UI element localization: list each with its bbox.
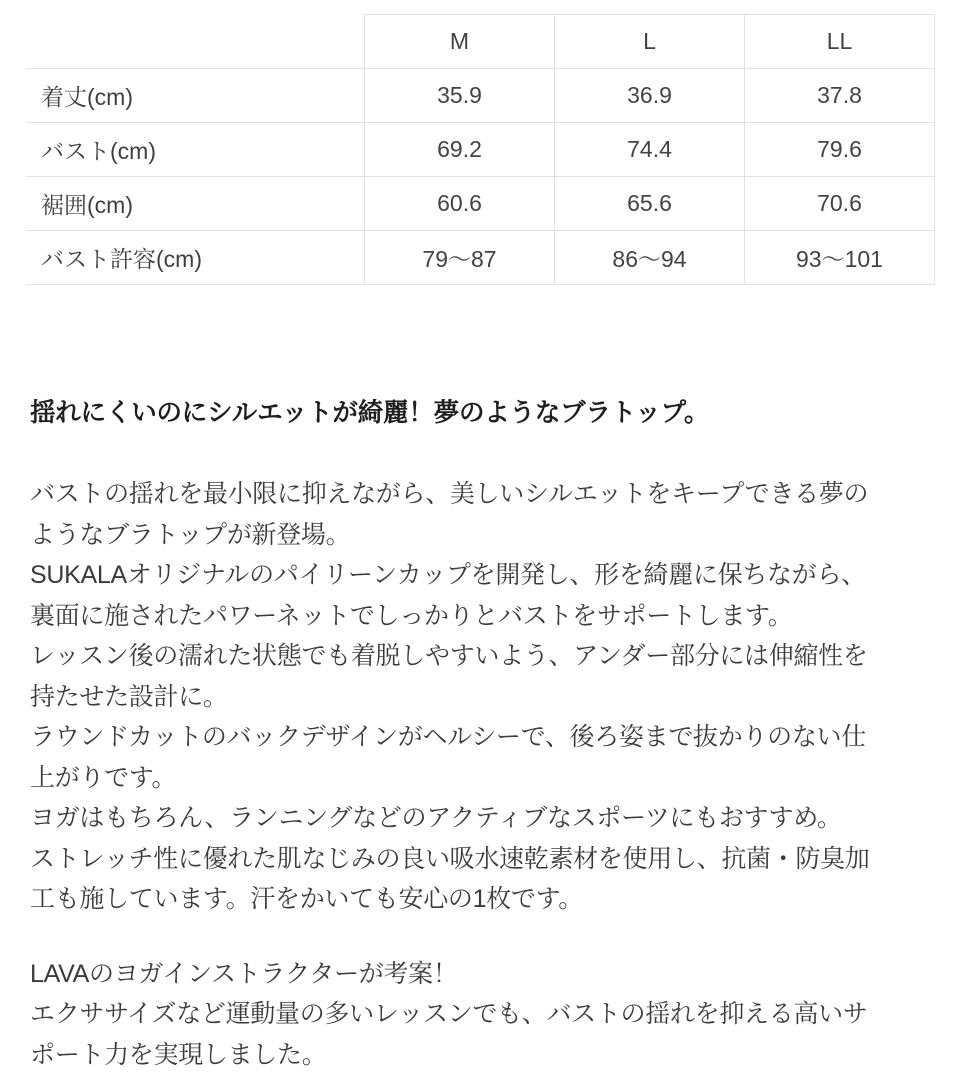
size-chart-body: [27, 69, 935, 285]
description-paragraph-2: [30, 954, 933, 1076]
row-label-hem: 裾囲(cm): [27, 177, 365, 231]
description-line: SUKALAオリジナルのパイリーンカップを開発し、形を綺麗に保ちながら、: [30, 561, 866, 590]
column-header-m: M: [365, 15, 555, 69]
description-line: バストの揺れを最小限に抑えながら、美しいシルエットをキープできる夢の: [30, 480, 869, 509]
description-line: LAVAのヨガインストラクターが考案！: [30, 959, 458, 988]
table-row: [27, 69, 935, 123]
table-row: [27, 231, 935, 285]
row-label-bust-range: バスト許容(cm): [27, 231, 365, 285]
description-line: ようなブラトップが新登場。: [30, 520, 351, 549]
paragraph-spacer: [30, 920, 933, 954]
description-line: ヨガはもちろん、ランニングなどのアクティブなスポーツにもおすすめ。: [30, 804, 842, 833]
size-chart-header: [27, 15, 935, 69]
description-line: エクササイズなど運動量の多いレッスンでも、バストの揺れを抑える高いサ: [30, 1000, 868, 1029]
description-line: 上がりです。: [30, 763, 177, 792]
size-chart-table: [26, 14, 935, 285]
description-line: ラウンドカットのバックデザインがヘルシーで、後ろ姿まで抜かりのない仕: [30, 723, 866, 752]
table-row: [27, 123, 935, 177]
cell-bust-range-ll: 93〜101: [745, 231, 935, 285]
description-line: 工も施しています。汗をかいても安心の1枚です。: [30, 885, 584, 914]
cell-hem-l: 65.6: [555, 177, 745, 231]
table-row: [27, 177, 935, 231]
description-paragraph-1: [30, 474, 933, 920]
cell-hem-ll: 70.6: [745, 177, 935, 231]
description-line: 裏面に施されたパワーネットでしっかりとバストをサポートします。: [30, 601, 793, 630]
table-header-row: [27, 15, 935, 69]
cell-bust-ll: 79.6: [745, 123, 935, 177]
description-line: レッスン後の濡れた状態でも着脱しやすいよう、アンダー部分には伸縮性を: [30, 642, 868, 671]
column-header-ll: LL: [745, 15, 935, 69]
row-label-length: 着丈(cm): [27, 69, 365, 123]
cell-bust-range-l: 86〜94: [555, 231, 745, 285]
description-line: 持たせた設計に。: [30, 682, 228, 711]
cell-bust-range-m: 79〜87: [365, 231, 555, 285]
cell-bust-l: 74.4: [555, 123, 745, 177]
description-line: ストレッチ性に優れた肌なじみの良い吸水速乾素材を使用し、抗菌・防臭加: [30, 844, 870, 873]
cell-bust-m: 69.2: [365, 123, 555, 177]
table-corner-cell: [27, 15, 365, 69]
cell-length-ll: 37.8: [745, 69, 935, 123]
cell-length-l: 36.9: [555, 69, 745, 123]
product-description: [26, 397, 933, 1075]
row-label-bust: バスト(cm): [27, 123, 365, 177]
description-line: ポート力を実現しました。: [30, 1040, 327, 1069]
description-heading: 揺れにくいのにシルエットが綺麗！夢のようなブラトップ。: [30, 399, 710, 427]
cell-length-m: 35.9: [365, 69, 555, 123]
cell-hem-m: 60.6: [365, 177, 555, 231]
column-header-l: L: [555, 15, 745, 69]
